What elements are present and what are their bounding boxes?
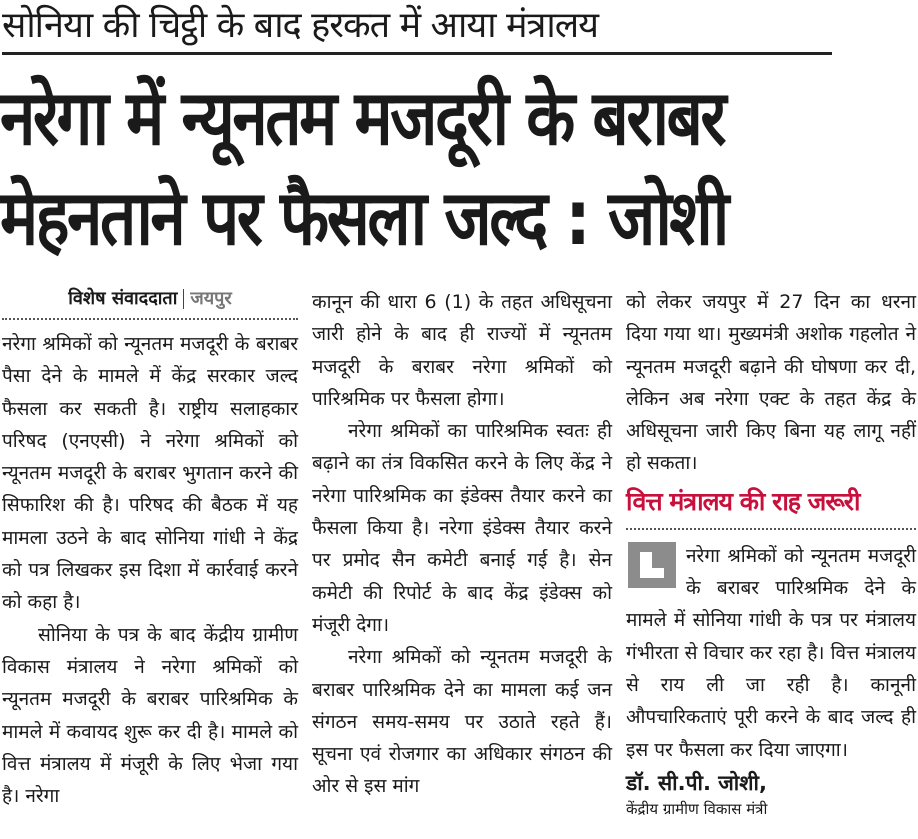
paragraph: नरेगा श्रमिकों को न्यूनतम मजदूरी के बराबर पैसा देने के मामले में केंद्र सरकार जल्द फैसला कर सकती है। राष्ट्रीय सलाहकार परिषद (एनएसी) ने नरेगा श्रमिकों को न्यूनतम मजदूरी के बराबर भुगतान करने की सिफारिश की है। परिषद की बैठक में यह मामला उठने के बाद सोनिया गांधी ने केंद्र को पत्र लिखकर इस दिशा में कार्रवाई करने को कहा है। xyxy=(2,333,298,614)
paragraph: नरेगा श्रमिकों का पारिश्रमिक स्वतः ही बढ़ाने का तंत्र विकसित करने के लिए केंद्र ने नरेगा पारिश्रमिक का इंडेक्स तैयार करने का फैसला किया है। नरेगा इंडेक्स तैयार करने पर प्रमोद सैन कमेटी बनाई गई है। सेन कमेटी की रिपोर्ट के बाद केंद्र इंडेक्स को मंजूरी देगा। xyxy=(312,420,612,636)
byline-divider xyxy=(183,289,184,309)
headline-line-2: मेहनताने पर फैसला जल्द : जोशी xyxy=(0,173,727,262)
paragraph: नरेगा श्रमिकों को न्यूनतम मजदूरी के बराबर पारिश्रमिक देने का मामला कई जन संगठन समय-समय पर उठाते रहते हैं। सूचना एवं रोजगार का अधिकार संगठन की ओर से इस मांग xyxy=(312,646,612,798)
paragraph: सोनिया के पत्र के बाद केंद्रीय ग्रामीण विकास मंत्रालय ने नरेगा श्रमिकों को न्यूनतम मजदूरी के बराबर पारिश्रमिक के मामले में कवायद शुरू कर दी है। मामले को वित्त मंत्रालय में मंजूरी के लिए भेजा गया है। नरेगा xyxy=(2,623,298,808)
article-column-1 xyxy=(2,284,298,812)
minister-quote: नरेगा श्रमिकों को न्यूनतम मजदूरी के बराबर पारिश्रमिक देने के मामले में सोनिया गांधी के पत्र पर मंत्रालय गंभीरता से विचार कर रहा है। वित्त मंत्रालय से राय ली जा रही है। कानूनी औपचारिकताएं पूरी करने के बाद जल्द ही इस पर फैसला कर दिया जाएगा। xyxy=(626,544,916,761)
quote-mark-icon xyxy=(628,542,676,588)
paragraph: कानून की धारा 6 (1) के तहत अधिसूचना जारी होने के बाद ही राज्यों में न्यूनतम मजदूरी के बराबर नरेगा श्रमिकों को पारिश्रमिक पर फैसला होगा। xyxy=(312,291,612,410)
article-column-3 xyxy=(626,286,916,820)
quote-signature: डॉ. सी.पी. जोशी, xyxy=(626,770,767,795)
main-headline xyxy=(0,68,771,268)
article-column-2 xyxy=(312,286,612,803)
byline xyxy=(2,284,298,320)
headline-line-1: नरेगा में न्यूनतम मजदूरी के बराबर xyxy=(0,73,725,162)
subheading: वित्त मंत्रालय की राह जरूरी xyxy=(626,482,916,530)
byline-city: जयपुर xyxy=(190,288,232,309)
paragraph: को लेकर जयपुर में 27 दिन का धरना दिया गया था। मुख्यमंत्री अशोक गहलोत ने न्यूनतम मजदूरी बढ़ाने की घोषणा कर दी, लेकिन अब नरेगा एक्ट के तहत केंद्र के अधिसूचना जारी किए बिना यह लागू नहीं हो सकता। xyxy=(626,291,916,475)
byline-author: विशेष संवाददाता xyxy=(68,288,178,309)
signature-title: केंद्रीय ग्रामीण विकास मंत्री xyxy=(626,799,768,818)
kicker-headline: सोनिया की चिट्ठी के बाद हरकत में आया मंत्रालय xyxy=(2,0,832,55)
